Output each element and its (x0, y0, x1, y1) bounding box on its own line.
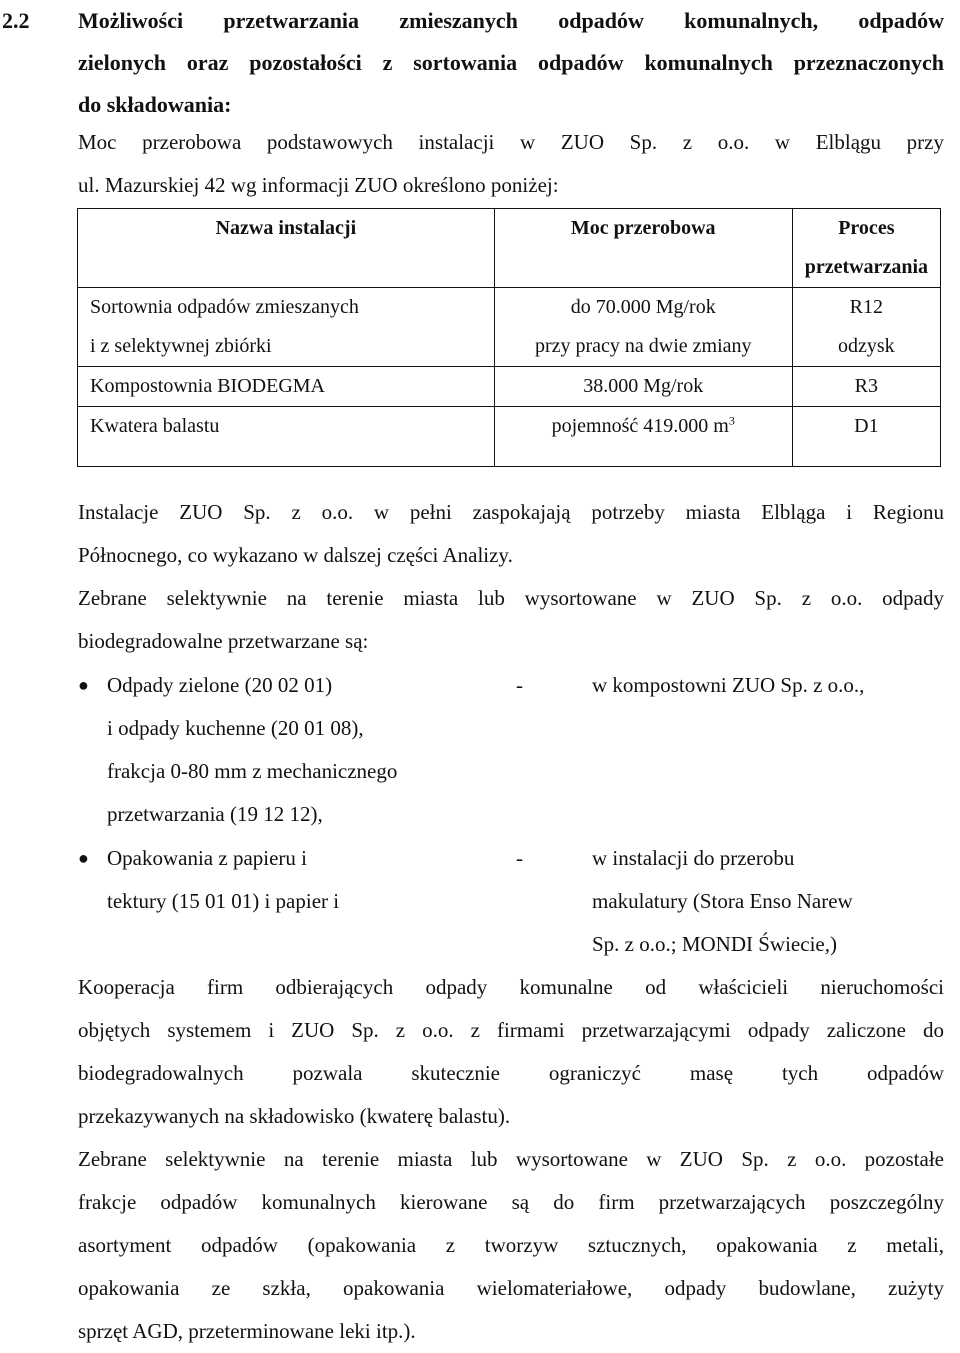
bullet-item (78, 664, 944, 836)
section-number: 2.2 (2, 8, 30, 33)
bullet-dash: - (516, 846, 523, 870)
paragraph-line: asortyment odpadów (opakowania z tworzyw sztucznych, opakowania z metali, (78, 1233, 944, 1257)
cell-capacity: 38.000 Mg/rok (494, 367, 792, 407)
header-name: Nazwa instalacji (78, 209, 495, 288)
table-row (78, 288, 941, 367)
paragraph-line: Kooperacja firm odbierających odpady komunalne od właścicieli nieruchomości (78, 975, 944, 999)
cell-capacity: pojemność 419.000 $m^3$ (494, 407, 792, 467)
installations-table (77, 208, 941, 467)
table-row (78, 407, 941, 467)
intro-paragraph (78, 121, 944, 207)
paragraph-line: sprzęt AGD, przeterminowane leki itp.). (78, 1319, 416, 1343)
paragraph-1 (78, 491, 944, 577)
bullet-right: w kompostowni ZUO Sp. z o.o., (592, 673, 865, 697)
bullet-icon: ● (78, 848, 89, 868)
section-title-line: zielonych oraz pozostałości z sortowania odpadów komunalnych przeznaczonych (78, 50, 944, 75)
cell-process: R12 odzysk (792, 288, 940, 367)
paragraph-line: Moc przerobowa podstawowych instalacji w ZUO Sp. z o.o. w Elblągu przy (78, 130, 944, 154)
cell-name: Sortownia odpadów zmieszanych i z selektywnej zbiórki (78, 288, 495, 367)
cell-name: Kwatera balastu (78, 407, 495, 467)
paragraph-3 (78, 966, 944, 1138)
paragraph-line: Północnego, co wykazano w dalszej części Analizy. (78, 543, 513, 567)
cell-name: Kompostownia BIODEGMA (78, 367, 495, 407)
section-title-line: Możliwości przetwarzania zmieszanych odpadów komunalnych, odpadów (78, 8, 944, 33)
bullet-left: Opakowania z papieru i tektury (15 01 01) i papier i (107, 846, 340, 913)
paragraph-line: objętych systemem i ZUO Sp. z o.o. z firmami przetwarzającymi odpady zaliczone do (78, 1018, 944, 1042)
bullet-icon: ● (78, 675, 89, 695)
header-capacity: Moc przerobowa (494, 209, 792, 288)
paragraph-line: Zebrane selektywnie na terenie miasta lub wysortowane w ZUO Sp. z o.o. pozostałe (78, 1147, 944, 1171)
paragraph-line: biodegradowalnych pozwala skutecznie ograniczyć masę tych odpadów (78, 1061, 944, 1085)
bullet-item (78, 837, 944, 966)
paragraph-line: frakcje odpadów komunalnych kierowane są do firm przetwarzających poszczególny (78, 1190, 944, 1214)
section-title (78, 0, 944, 126)
table-row (78, 367, 941, 407)
header-process: Proces przetwarzania (792, 209, 940, 288)
paragraph-line: przekazywanych na składowisko (kwaterę balastu). (78, 1104, 511, 1128)
cell-process: R3 (792, 367, 940, 407)
bullet-left: Odpady zielone (20 02 01) i odpady kuchenne (20 01 08), frakcja 0-80 mm z mechanicznego przetwarzania (19 12 12), (107, 673, 398, 826)
paragraph-4 (78, 1138, 944, 1353)
paragraph-line: opakowania ze szkła, opakowania wielomateriałowe, odpady budowlane, zużyty (78, 1276, 944, 1300)
paragraph-2 (78, 577, 944, 663)
bullet-dash: - (516, 673, 523, 697)
paragraph-line: Zebrane selektywnie na terenie miasta lub wysortowane w ZUO Sp. z o.o. odpady (78, 586, 944, 610)
table-header-row (78, 209, 941, 288)
cell-capacity: do 70.000 Mg/rok przy pracy na dwie zmiany (494, 288, 792, 367)
paragraph-line: ul. Mazurskiej 42 wg informacji ZUO określono poniżej: (78, 173, 559, 197)
paragraph-line: biodegradowalne przetwarzane są: (78, 629, 369, 653)
cell-process: D1 (792, 407, 940, 467)
paragraph-line: Instalacje ZUO Sp. z o.o. w pełni zaspokajają potrzeby miasta Elbląga i Regionu (78, 500, 944, 524)
section-title-line: do składowania: (78, 92, 232, 117)
bullet-right: w instalacji do przerobu makulatury (Stora Enso Narew Sp. z o.o.; MONDI Świecie,) (592, 846, 853, 956)
